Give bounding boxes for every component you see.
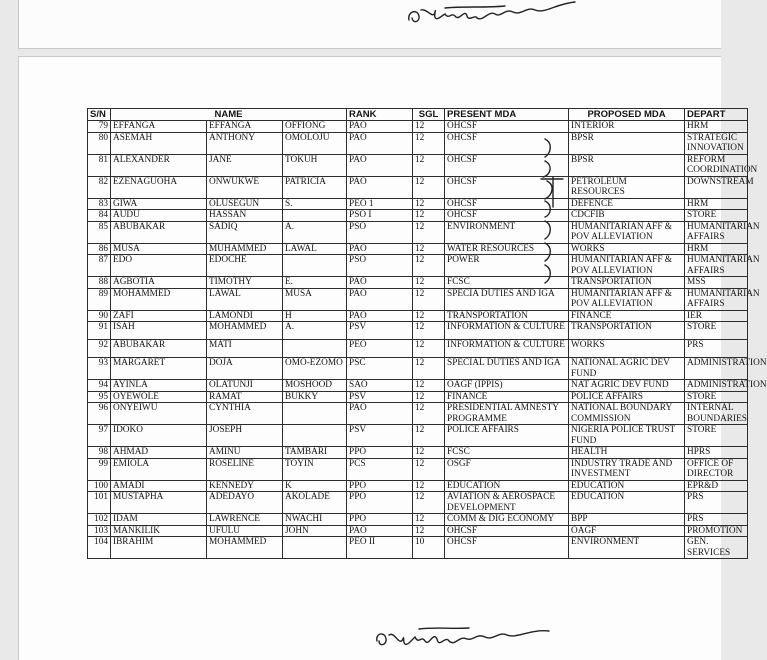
cell-present-mda: OSGF xyxy=(445,458,569,480)
cell-department: PRS xyxy=(685,492,748,514)
cell-rank: PAO xyxy=(347,132,413,154)
cell-present-mda: FCSC xyxy=(445,447,569,459)
cell-middle-name: OMO-EZOMO xyxy=(283,358,347,380)
cell-surname: EDO xyxy=(111,255,207,277)
table-row xyxy=(88,221,748,243)
table-row xyxy=(88,322,748,340)
cell-rank: PAO xyxy=(347,403,413,425)
cell-surname: ISAH xyxy=(111,322,207,340)
cell-first-name: MOHAMMED xyxy=(207,537,283,559)
cell-middle-name: NWACHI xyxy=(283,514,347,526)
cell-proposed-mda: NIGERIA POLICE TRUST FUND xyxy=(569,425,685,447)
header-proposed-mda: PROPOSED MDA xyxy=(569,109,685,121)
cell-first-name: MUHAMMED xyxy=(207,243,283,255)
cell-sgl: 12 xyxy=(413,243,445,255)
cell-surname: MOHAMMED xyxy=(111,288,207,310)
cell-present-mda: OHCSF xyxy=(445,132,569,154)
cell-sn: 86 xyxy=(88,243,111,255)
cell-sn: 103 xyxy=(88,525,111,537)
cell-surname: OYEWOLE xyxy=(111,391,207,403)
cell-department: STORE xyxy=(685,210,748,222)
cell-first-name: JOSEPH xyxy=(207,425,283,447)
bracket-annotation xyxy=(539,137,569,287)
cell-proposed-mda: BPP xyxy=(569,514,685,526)
cell-rank: PSO xyxy=(347,255,413,277)
header-sn: S/N xyxy=(88,109,111,121)
cell-middle-name xyxy=(283,403,347,425)
cell-surname: ALEXANDER xyxy=(111,154,207,176)
cell-department: HRM xyxy=(685,243,748,255)
cell-middle-name: BUKKY xyxy=(283,391,347,403)
cell-proposed-mda: NAT AGRIC DEV FUND xyxy=(569,380,685,392)
cell-sgl: 12 xyxy=(413,221,445,243)
cell-sgl: 12 xyxy=(413,255,445,277)
table-row xyxy=(88,380,748,392)
cell-sgl: 12 xyxy=(413,132,445,154)
cell-proposed-mda: ENVIRONMENT xyxy=(569,537,685,559)
cell-first-name: AMINU xyxy=(207,447,283,459)
cell-sn: 94 xyxy=(88,380,111,392)
cell-middle-name: PATRICIA xyxy=(283,176,347,198)
cell-sgl: 12 xyxy=(413,425,445,447)
cell-middle-name: MOSHOOD xyxy=(283,380,347,392)
cell-first-name: JANE xyxy=(207,154,283,176)
cell-sn: 96 xyxy=(88,403,111,425)
cell-sgl: 12 xyxy=(413,447,445,459)
cell-sgl: 12 xyxy=(413,340,445,358)
cell-sn: 92 xyxy=(88,340,111,358)
cell-proposed-mda: BPSR xyxy=(569,154,685,176)
cell-middle-name: MUSA xyxy=(283,288,347,310)
table-row xyxy=(88,480,748,492)
cell-proposed-mda: TRANSPORTATION xyxy=(569,322,685,340)
cell-rank: PEO II xyxy=(347,537,413,559)
cell-rank: PAO xyxy=(347,121,413,133)
cell-sn: 91 xyxy=(88,322,111,340)
cell-proposed-mda: HUMANITARIAN AFF & POV ALLEVIATION xyxy=(569,288,685,310)
cell-first-name: LAMONDI xyxy=(207,310,283,322)
table-row xyxy=(88,340,748,358)
cell-rank: PAO xyxy=(347,525,413,537)
cell-surname: ABUBAKAR xyxy=(111,340,207,358)
cell-surname: ASEMAH xyxy=(111,132,207,154)
table-row xyxy=(88,447,748,459)
cell-sgl: 12 xyxy=(413,210,445,222)
table-row xyxy=(88,403,748,425)
cell-first-name: RAMAT xyxy=(207,391,283,403)
cell-surname: IDAM xyxy=(111,514,207,526)
cell-middle-name: OFFIONG xyxy=(283,121,347,133)
table-row xyxy=(88,525,748,537)
cell-present-mda: FINANCE xyxy=(445,391,569,403)
cell-department: GEN. SERVICES xyxy=(685,537,748,559)
cell-middle-name xyxy=(283,340,347,358)
cell-rank: PSO xyxy=(347,221,413,243)
cell-rank: PPO xyxy=(347,447,413,459)
cell-middle-name: LAWAL xyxy=(283,243,347,255)
cell-rank: PSV xyxy=(347,425,413,447)
table-row xyxy=(88,277,748,289)
cell-sn: 93 xyxy=(88,358,111,380)
cell-proposed-mda: NATIONAL BOUNDARY COMMISSION xyxy=(569,403,685,425)
cell-first-name: ONWUKWE xyxy=(207,176,283,198)
cell-sgl: 12 xyxy=(413,480,445,492)
cell-surname: AGBOTIA xyxy=(111,277,207,289)
cell-surname: ONYEIWU xyxy=(111,403,207,425)
cell-sn: 98 xyxy=(88,447,111,459)
table-row xyxy=(88,154,748,176)
cell-sn: 88 xyxy=(88,277,111,289)
cell-rank: PAO xyxy=(347,288,413,310)
cell-middle-name: E. xyxy=(283,277,347,289)
cell-rank: PSV xyxy=(347,322,413,340)
cell-sgl: 12 xyxy=(413,154,445,176)
cell-sn: 82 xyxy=(88,176,111,198)
cell-proposed-mda: WORKS xyxy=(569,243,685,255)
cell-proposed-mda: EDUCATION xyxy=(569,492,685,514)
cell-sgl: 12 xyxy=(413,358,445,380)
cell-department: IER xyxy=(685,310,748,322)
cell-rank: PSC xyxy=(347,358,413,380)
cell-sn: 95 xyxy=(88,391,111,403)
cell-sgl: 12 xyxy=(413,458,445,480)
cell-sgl: 12 xyxy=(413,277,445,289)
cell-first-name: OLATUNJI xyxy=(207,380,283,392)
cell-first-name: EDOCHE xyxy=(207,255,283,277)
cell-department: EPR&D xyxy=(685,480,748,492)
cell-department: HRM xyxy=(685,121,748,133)
cell-department: ADMINISTRATION xyxy=(685,358,748,380)
cell-present-mda: INFORMATION & CULTURE xyxy=(445,340,569,358)
table-row xyxy=(88,255,748,277)
cell-sn: 83 xyxy=(88,198,111,210)
cell-department: STORE xyxy=(685,425,748,447)
table-row xyxy=(88,425,748,447)
cell-sgl: 12 xyxy=(413,176,445,198)
cell-middle-name: A. xyxy=(283,221,347,243)
cell-sn: 104 xyxy=(88,537,111,559)
cell-surname: GIWA xyxy=(111,198,207,210)
cell-department: HUMANITARIAN AFFAIRS xyxy=(685,221,748,243)
cell-proposed-mda: HUMANITARIAN AFF & POV ALLEVIATION xyxy=(569,221,685,243)
cell-rank: PAO xyxy=(347,243,413,255)
cell-surname: ABUBAKAR xyxy=(111,221,207,243)
cell-rank: PCS xyxy=(347,458,413,480)
cell-sgl: 12 xyxy=(413,198,445,210)
header-rank: RANK xyxy=(347,109,413,121)
cell-sgl: 12 xyxy=(413,391,445,403)
cell-sn: 81 xyxy=(88,154,111,176)
cell-proposed-mda: BPSR xyxy=(569,132,685,154)
table-viewport xyxy=(87,108,767,559)
cell-first-name: ADEDAYO xyxy=(207,492,283,514)
cell-middle-name: A. xyxy=(283,322,347,340)
cell-rank: PSO I xyxy=(347,210,413,222)
cell-present-mda: OHCSF xyxy=(445,525,569,537)
cell-first-name: ROSELINE xyxy=(207,458,283,480)
cell-department: DOWNSTREAM xyxy=(685,176,748,198)
cell-present-mda: OHCSF xyxy=(445,198,569,210)
table-row xyxy=(88,492,748,514)
cell-rank: PAO xyxy=(347,176,413,198)
table-row xyxy=(88,210,748,222)
cell-sn: 84 xyxy=(88,210,111,222)
cell-sgl: 12 xyxy=(413,121,445,133)
cell-first-name: LAWRENCE xyxy=(207,514,283,526)
cell-sn: 97 xyxy=(88,425,111,447)
cell-middle-name: S. xyxy=(283,198,347,210)
cell-present-mda: WATER RESOURCES xyxy=(445,243,569,255)
cell-surname: MANKILIK xyxy=(111,525,207,537)
cell-present-mda: TRANSPORTATION xyxy=(445,310,569,322)
cell-surname: EMIOLA xyxy=(111,458,207,480)
cell-middle-name: OMOLOJU xyxy=(283,132,347,154)
cell-sn: 99 xyxy=(88,458,111,480)
cell-department: REFORM COORDINATION xyxy=(685,154,748,176)
cell-sgl: 12 xyxy=(413,514,445,526)
cell-present-mda: POWER xyxy=(445,255,569,277)
cell-present-mda: AVIATION & AEROSPACE DEVELOPMENT xyxy=(445,492,569,514)
cell-first-name: MATI xyxy=(207,340,283,358)
header-sgl: SGL xyxy=(413,109,445,121)
cell-present-mda: SPECIAL DUTIES AND IGA xyxy=(445,358,569,380)
table-row xyxy=(88,121,748,133)
cell-surname: MUSA xyxy=(111,243,207,255)
cell-proposed-mda: INDUSTRY TRADE AND INVESTMENT xyxy=(569,458,685,480)
cell-present-mda: COMM & DIG ECONOMY xyxy=(445,514,569,526)
cell-present-mda: EDUCATION xyxy=(445,480,569,492)
cell-sn: 85 xyxy=(88,221,111,243)
cell-department: INTERNAL BOUNDARIES xyxy=(685,403,748,425)
cell-present-mda: OAGF (IPPIS) xyxy=(445,380,569,392)
cell-present-mda: ENVIRONMENT xyxy=(445,221,569,243)
table-row xyxy=(88,176,748,198)
cell-sn: 87 xyxy=(88,255,111,277)
cell-surname: AUDU xyxy=(111,210,207,222)
cell-first-name: KENNEDY xyxy=(207,480,283,492)
cell-middle-name xyxy=(283,425,347,447)
table-row xyxy=(88,132,748,154)
cell-proposed-mda: POLICE AFFAIRS xyxy=(569,391,685,403)
cell-sgl: 12 xyxy=(413,288,445,310)
cell-present-mda: OHCSF xyxy=(445,537,569,559)
cell-surname: IDOKO xyxy=(111,425,207,447)
cell-rank: PPO xyxy=(347,480,413,492)
cell-middle-name: AKOLADE xyxy=(283,492,347,514)
table-row xyxy=(88,537,748,559)
cell-proposed-mda: TRANSPORTATION xyxy=(569,277,685,289)
cell-middle-name: TOYIN xyxy=(283,458,347,480)
table-row xyxy=(88,310,748,322)
header-department: DEPART xyxy=(685,109,748,121)
cell-first-name: HASSAN xyxy=(207,210,283,222)
document-page xyxy=(18,56,767,660)
cell-rank: PEO 1 xyxy=(347,198,413,210)
cell-surname: ZAFI xyxy=(111,310,207,322)
table-row xyxy=(88,514,748,526)
cell-department: PRS xyxy=(685,340,748,358)
cell-department: HPRS xyxy=(685,447,748,459)
cell-proposed-mda: WORKS xyxy=(569,340,685,358)
cell-sgl: 12 xyxy=(413,525,445,537)
cell-sn: 80 xyxy=(88,132,111,154)
cell-proposed-mda: NATIONAL AGRIC DEV FUND xyxy=(569,358,685,380)
cell-sn: 79 xyxy=(88,121,111,133)
cell-middle-name: TOKUH xyxy=(283,154,347,176)
cell-sn: 100 xyxy=(88,480,111,492)
cell-first-name: MOHAMMED xyxy=(207,322,283,340)
header-name: NAME xyxy=(111,109,347,121)
cell-rank: SAO xyxy=(347,380,413,392)
cell-first-name: CYNTHIA xyxy=(207,403,283,425)
table-header-row xyxy=(88,109,748,121)
cell-middle-name: JOHN xyxy=(283,525,347,537)
cell-present-mda: INFORMATION & CULTURE xyxy=(445,322,569,340)
cell-proposed-mda: CDCFIB xyxy=(569,210,685,222)
cell-middle-name: H xyxy=(283,310,347,322)
cell-surname: MUSTAPHA xyxy=(111,492,207,514)
cell-rank: PPO xyxy=(347,514,413,526)
table-row xyxy=(88,243,748,255)
cell-first-name: LAWAL xyxy=(207,288,283,310)
cell-present-mda: OHCSF xyxy=(445,176,569,198)
cell-department: PRS xyxy=(685,514,748,526)
cell-middle-name xyxy=(283,210,347,222)
table-row xyxy=(88,288,748,310)
cell-present-mda: OHCSF xyxy=(445,121,569,133)
cell-proposed-mda: EDUCATION xyxy=(569,480,685,492)
cell-surname: AYINLA xyxy=(111,380,207,392)
cell-sgl: 12 xyxy=(413,492,445,514)
signature-bottom xyxy=(373,625,563,655)
cell-surname: IBRAHIM xyxy=(111,537,207,559)
table-row xyxy=(88,391,748,403)
staff-redeployment-table xyxy=(87,108,767,559)
header-present-mda: PRESENT MDA xyxy=(445,109,569,121)
cell-rank: PPO xyxy=(347,492,413,514)
cell-proposed-mda: PETROLEUM RESOURCES xyxy=(569,176,685,198)
cell-department: HUMANITARIAN AFFAIRS xyxy=(685,288,748,310)
cell-rank: PSV xyxy=(347,391,413,403)
cell-surname: MARGARET xyxy=(111,358,207,380)
cell-department: STORE xyxy=(685,391,748,403)
cell-sn: 101 xyxy=(88,492,111,514)
signature-top xyxy=(405,0,585,30)
cell-proposed-mda: HEALTH xyxy=(569,447,685,459)
cell-department: PROMOTION xyxy=(685,525,748,537)
cell-middle-name xyxy=(283,537,347,559)
cell-proposed-mda: HUMANITARIAN AFF & POV ALLEVIATION xyxy=(569,255,685,277)
cell-department: OFFICE OF DIRECTOR xyxy=(685,458,748,480)
cell-first-name: ANTHONY xyxy=(207,132,283,154)
cell-rank: PEO xyxy=(347,340,413,358)
cell-proposed-mda: OAGF xyxy=(569,525,685,537)
cell-department: HUMANITARIAN AFFAIRS xyxy=(685,255,748,277)
cell-sn: 102 xyxy=(88,514,111,526)
cell-sn: 90 xyxy=(88,310,111,322)
cell-first-name: UFULU xyxy=(207,525,283,537)
cell-department: STRATEGIC INNOVATION xyxy=(685,132,748,154)
cell-proposed-mda: DEFENCE xyxy=(569,198,685,210)
table-row xyxy=(88,358,748,380)
cell-first-name: EFFANGA xyxy=(207,121,283,133)
cell-surname: AMADI xyxy=(111,480,207,492)
cell-department: HRM xyxy=(685,198,748,210)
cell-first-name: TIMOTHY xyxy=(207,277,283,289)
cell-rank: PAO xyxy=(347,310,413,322)
cell-present-mda: SPECIA DUTIES AND IGA xyxy=(445,288,569,310)
cell-present-mda: POLICE AFFAIRS xyxy=(445,425,569,447)
cell-sgl: 12 xyxy=(413,403,445,425)
cell-surname: AHMAD xyxy=(111,447,207,459)
cell-department: MSS xyxy=(685,277,748,289)
cell-surname: EZENAGUOHA xyxy=(111,176,207,198)
cell-proposed-mda: FINANCE xyxy=(569,310,685,322)
cell-surname: EFFANGA xyxy=(111,121,207,133)
cell-present-mda: OHCSF xyxy=(445,210,569,222)
cell-present-mda: PRESIDENTIAL AMNESTY PROGRAMME xyxy=(445,403,569,425)
cell-first-name: SADIQ xyxy=(207,221,283,243)
cell-proposed-mda: INTERIOR xyxy=(569,121,685,133)
cell-sgl: 12 xyxy=(413,380,445,392)
cell-sgl: 10 xyxy=(413,537,445,559)
cell-first-name: OLUSEGUN xyxy=(207,198,283,210)
table-row xyxy=(88,198,748,210)
cell-middle-name xyxy=(283,255,347,277)
cell-present-mda: OHCSF xyxy=(445,154,569,176)
cell-first-name: DOJA xyxy=(207,358,283,380)
cell-sgl: 12 xyxy=(413,322,445,340)
cell-rank: PAO xyxy=(347,277,413,289)
cell-sgl: 12 xyxy=(413,310,445,322)
cell-middle-name: TAMBARI xyxy=(283,447,347,459)
previous-page xyxy=(18,0,721,49)
cell-department: STORE xyxy=(685,322,748,340)
table-row xyxy=(88,458,748,480)
cell-department: ADMINISTRATION xyxy=(685,380,748,392)
cell-rank: PAO xyxy=(347,154,413,176)
cell-sn: 89 xyxy=(88,288,111,310)
table-body xyxy=(88,121,767,559)
cell-middle-name: K xyxy=(283,480,347,492)
cell-present-mda: FCSC xyxy=(445,277,569,289)
